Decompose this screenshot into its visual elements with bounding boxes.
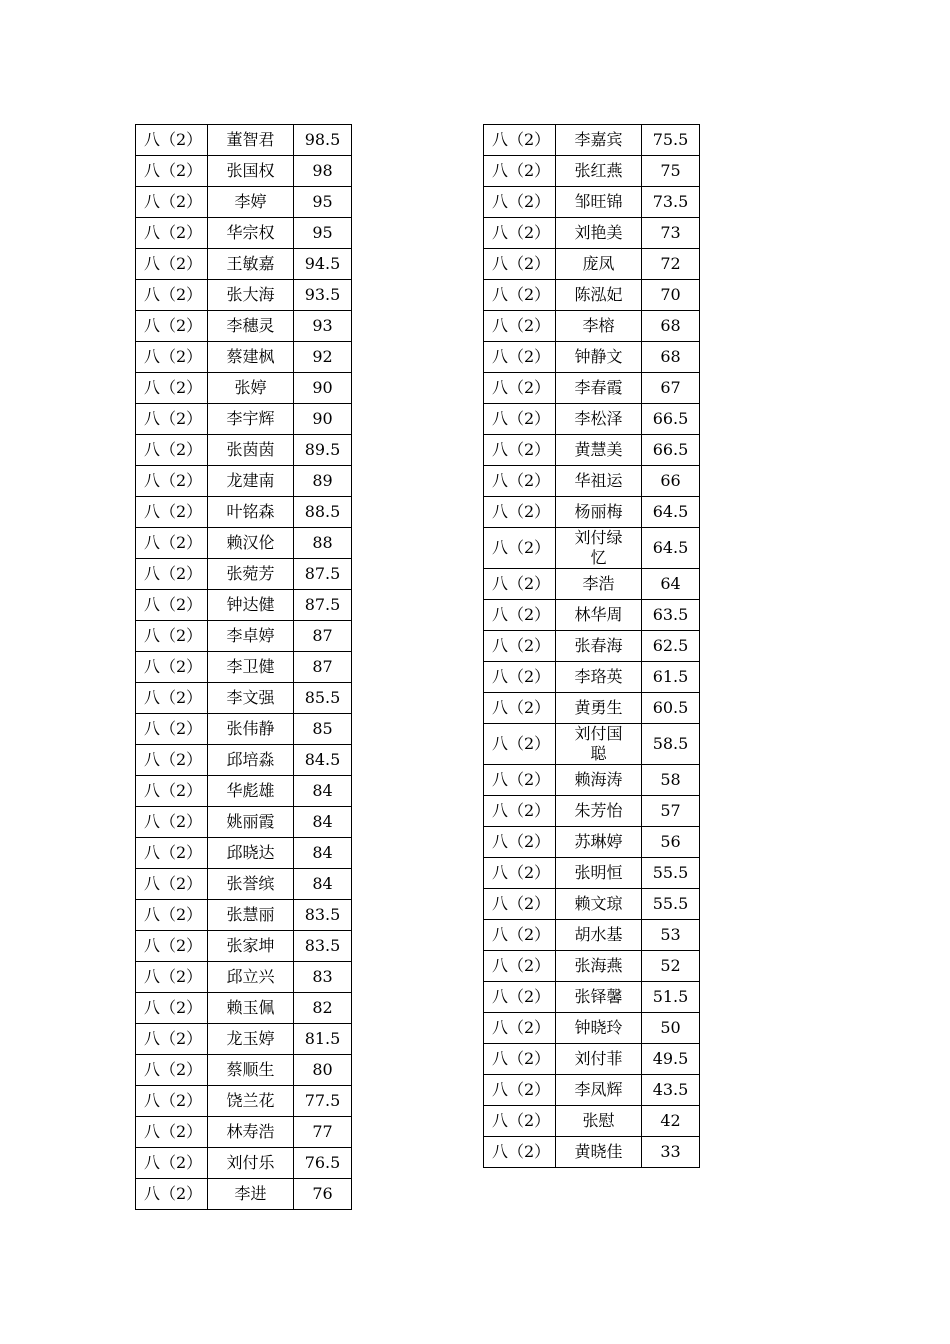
table-row [484, 1075, 700, 1106]
class-cell: 八（2） [484, 631, 556, 662]
table-row [136, 249, 352, 280]
table-row [136, 528, 352, 559]
student-name-cell: 李珞英 [556, 662, 642, 693]
table-row [484, 827, 700, 858]
class-cell: 八（2） [484, 951, 556, 982]
student-name-cell: 张大海 [208, 280, 294, 311]
table-row [484, 796, 700, 827]
score-cell: 89.5 [294, 435, 352, 466]
student-name-cell: 姚丽霞 [208, 807, 294, 838]
score-cell: 89 [294, 466, 352, 497]
table-row [136, 342, 352, 373]
student-name-cell: 李卫健 [208, 652, 294, 683]
class-cell: 八（2） [484, 249, 556, 280]
student-name-cell: 李榕 [556, 311, 642, 342]
student-name-cell: 李卓婷 [208, 621, 294, 652]
table-row [484, 765, 700, 796]
student-name-cell: 饶兰花 [208, 1086, 294, 1117]
score-cell: 92 [294, 342, 352, 373]
table-row [136, 807, 352, 838]
student-name-cell: 华彪雄 [208, 776, 294, 807]
table-row [484, 920, 700, 951]
class-cell: 八（2） [136, 776, 208, 807]
student-name-cell: 华宗权 [208, 218, 294, 249]
score-cell: 73.5 [642, 187, 700, 218]
score-cell: 73 [642, 218, 700, 249]
class-cell: 八（2） [136, 1086, 208, 1117]
class-cell: 八（2） [484, 435, 556, 466]
score-cell: 75.5 [642, 125, 700, 156]
class-cell: 八（2） [136, 156, 208, 187]
student-name-cell: 庞凤 [556, 249, 642, 280]
student-name-cell: 邱培淼 [208, 745, 294, 776]
student-name-cell: 王敏嘉 [208, 249, 294, 280]
table-row [136, 559, 352, 590]
class-cell: 八（2） [136, 962, 208, 993]
score-cell: 83.5 [294, 931, 352, 962]
student-name-cell: 刘付乐 [208, 1148, 294, 1179]
class-cell: 八（2） [484, 373, 556, 404]
class-cell: 八（2） [136, 125, 208, 156]
class-cell: 八（2） [484, 1013, 556, 1044]
score-table-left-body [136, 125, 352, 1210]
table-row [136, 993, 352, 1024]
student-name-cell: 刘付绿 忆 [556, 528, 642, 569]
student-name-cell: 张伟静 [208, 714, 294, 745]
class-cell: 八（2） [136, 590, 208, 621]
student-name-cell: 刘艳美 [556, 218, 642, 249]
class-cell: 八（2） [136, 559, 208, 590]
class-cell: 八（2） [136, 931, 208, 962]
table-row [484, 280, 700, 311]
score-cell: 88.5 [294, 497, 352, 528]
student-name-cell: 林寿浩 [208, 1117, 294, 1148]
table-row [136, 280, 352, 311]
class-cell: 八（2） [484, 404, 556, 435]
table-row [136, 652, 352, 683]
class-cell: 八（2） [484, 218, 556, 249]
score-cell: 85 [294, 714, 352, 745]
student-name-cell: 邱晓达 [208, 838, 294, 869]
table-row [484, 724, 700, 765]
score-cell: 70 [642, 280, 700, 311]
student-name-cell: 华祖运 [556, 466, 642, 497]
class-cell: 八（2） [484, 497, 556, 528]
student-name-cell: 李松泽 [556, 404, 642, 435]
student-name-cell: 张誉缤 [208, 869, 294, 900]
score-cell: 66 [642, 466, 700, 497]
score-cell: 63.5 [642, 600, 700, 631]
table-row [136, 869, 352, 900]
student-name-cell: 刘付菲 [556, 1044, 642, 1075]
class-cell: 八（2） [484, 342, 556, 373]
score-cell: 51.5 [642, 982, 700, 1013]
student-name-cell: 张春海 [556, 631, 642, 662]
class-cell: 八（2） [484, 600, 556, 631]
student-name-cell: 张铎馨 [556, 982, 642, 1013]
class-cell: 八（2） [484, 528, 556, 569]
table-row [484, 342, 700, 373]
class-cell: 八（2） [484, 280, 556, 311]
student-name-cell: 黄慧美 [556, 435, 642, 466]
table-row [136, 838, 352, 869]
student-name-cell: 刘付国 聪 [556, 724, 642, 765]
score-cell: 98.5 [294, 125, 352, 156]
score-cell: 84 [294, 807, 352, 838]
student-name-cell: 蔡顺生 [208, 1055, 294, 1086]
score-cell: 94.5 [294, 249, 352, 280]
student-name-cell: 钟静文 [556, 342, 642, 373]
score-cell: 66.5 [642, 435, 700, 466]
student-name-cell: 蔡建枫 [208, 342, 294, 373]
score-cell: 88 [294, 528, 352, 559]
student-name-cell: 张茵茵 [208, 435, 294, 466]
class-cell: 八（2） [136, 714, 208, 745]
class-cell: 八（2） [136, 404, 208, 435]
score-cell: 77.5 [294, 1086, 352, 1117]
table-row [484, 187, 700, 218]
score-cell: 95 [294, 218, 352, 249]
table-row [484, 982, 700, 1013]
table-row [136, 683, 352, 714]
table-row [136, 373, 352, 404]
score-cell: 81.5 [294, 1024, 352, 1055]
table-row [484, 858, 700, 889]
student-name-cell: 陈泓妃 [556, 280, 642, 311]
table-row [136, 466, 352, 497]
student-name-cell: 董智君 [208, 125, 294, 156]
score-table-right [483, 124, 700, 1168]
table-row [484, 569, 700, 600]
student-name-cell: 朱芳怡 [556, 796, 642, 827]
score-cell: 77 [294, 1117, 352, 1148]
table-row [484, 249, 700, 280]
class-cell: 八（2） [484, 1044, 556, 1075]
class-cell: 八（2） [484, 1106, 556, 1137]
class-cell: 八（2） [136, 1024, 208, 1055]
table-row [484, 497, 700, 528]
student-name-cell: 钟晓玲 [556, 1013, 642, 1044]
score-table-right-body [484, 125, 700, 1168]
student-name-cell: 张菀芳 [208, 559, 294, 590]
table-row [484, 404, 700, 435]
class-cell: 八（2） [484, 920, 556, 951]
table-row [484, 662, 700, 693]
score-cell: 98 [294, 156, 352, 187]
score-cell: 57 [642, 796, 700, 827]
student-name-cell: 李进 [208, 1179, 294, 1210]
score-cell: 55.5 [642, 858, 700, 889]
table-row [484, 600, 700, 631]
student-name-cell: 李宇辉 [208, 404, 294, 435]
student-name-cell: 赖汉伦 [208, 528, 294, 559]
student-name-cell: 龙建南 [208, 466, 294, 497]
score-cell: 82 [294, 993, 352, 1024]
student-name-cell: 李婷 [208, 187, 294, 218]
table-row [484, 631, 700, 662]
class-cell: 八（2） [136, 745, 208, 776]
student-name-cell: 邹旺锦 [556, 187, 642, 218]
table-row [136, 125, 352, 156]
score-cell: 61.5 [642, 662, 700, 693]
table-row [136, 435, 352, 466]
class-cell: 八（2） [484, 796, 556, 827]
student-name-cell: 张红燕 [556, 156, 642, 187]
class-cell: 八（2） [136, 869, 208, 900]
score-cell: 50 [642, 1013, 700, 1044]
student-name-cell: 林华周 [556, 600, 642, 631]
class-cell: 八（2） [484, 466, 556, 497]
score-cell: 84 [294, 776, 352, 807]
student-name-cell: 苏琳婷 [556, 827, 642, 858]
table-row [136, 1148, 352, 1179]
class-cell: 八（2） [484, 187, 556, 218]
score-cell: 49.5 [642, 1044, 700, 1075]
student-name-cell: 胡水基 [556, 920, 642, 951]
table-row [484, 889, 700, 920]
table-row [136, 776, 352, 807]
table-row [136, 187, 352, 218]
student-name-cell: 李春霞 [556, 373, 642, 404]
score-cell: 93.5 [294, 280, 352, 311]
student-name-cell: 杨丽梅 [556, 497, 642, 528]
score-cell: 76.5 [294, 1148, 352, 1179]
score-cell: 64 [642, 569, 700, 600]
table-row [136, 1055, 352, 1086]
class-cell: 八（2） [136, 528, 208, 559]
student-name-cell: 张慧丽 [208, 900, 294, 931]
class-cell: 八（2） [136, 1179, 208, 1210]
score-table-left [135, 124, 352, 1210]
table-row [484, 435, 700, 466]
table-row [136, 218, 352, 249]
table-row [484, 1044, 700, 1075]
score-cell: 67 [642, 373, 700, 404]
table-row [136, 1086, 352, 1117]
table-row [136, 931, 352, 962]
class-cell: 八（2） [484, 662, 556, 693]
score-cell: 84 [294, 838, 352, 869]
table-row [484, 466, 700, 497]
table-row [484, 311, 700, 342]
table-row [484, 1137, 700, 1168]
student-name-cell: 李穗灵 [208, 311, 294, 342]
score-cell: 42 [642, 1106, 700, 1137]
score-cell: 55.5 [642, 889, 700, 920]
score-cell: 64.5 [642, 497, 700, 528]
table-row [484, 1013, 700, 1044]
student-name-cell: 张海燕 [556, 951, 642, 982]
table-row [484, 951, 700, 982]
table-row [136, 311, 352, 342]
class-cell: 八（2） [136, 342, 208, 373]
class-cell: 八（2） [136, 1117, 208, 1148]
class-cell: 八（2） [484, 765, 556, 796]
student-name-cell: 赖玉佩 [208, 993, 294, 1024]
student-name-cell: 张明恒 [556, 858, 642, 889]
class-cell: 八（2） [136, 187, 208, 218]
class-cell: 八（2） [136, 652, 208, 683]
class-cell: 八（2） [136, 900, 208, 931]
student-name-cell: 钟达健 [208, 590, 294, 621]
score-cell: 83.5 [294, 900, 352, 931]
class-cell: 八（2） [136, 466, 208, 497]
class-cell: 八（2） [484, 569, 556, 600]
class-cell: 八（2） [136, 249, 208, 280]
class-cell: 八（2） [484, 1075, 556, 1106]
score-cell: 93 [294, 311, 352, 342]
class-cell: 八（2） [484, 982, 556, 1013]
class-cell: 八（2） [136, 683, 208, 714]
student-name-cell: 黄勇生 [556, 693, 642, 724]
class-cell: 八（2） [136, 373, 208, 404]
student-name-cell: 李文强 [208, 683, 294, 714]
score-cell: 85.5 [294, 683, 352, 714]
table-row [136, 156, 352, 187]
class-cell: 八（2） [484, 858, 556, 889]
score-cell: 75 [642, 156, 700, 187]
class-cell: 八（2） [136, 218, 208, 249]
class-cell: 八（2） [136, 807, 208, 838]
score-cell: 90 [294, 373, 352, 404]
student-name-cell: 张婷 [208, 373, 294, 404]
class-cell: 八（2） [136, 621, 208, 652]
student-name-cell: 邱立兴 [208, 962, 294, 993]
student-name-cell: 李嘉宾 [556, 125, 642, 156]
score-cell: 87.5 [294, 559, 352, 590]
table-row [484, 1106, 700, 1137]
score-cell: 52 [642, 951, 700, 982]
score-cell: 58.5 [642, 724, 700, 765]
class-cell: 八（2） [136, 311, 208, 342]
class-cell: 八（2） [136, 993, 208, 1024]
table-row [136, 714, 352, 745]
table-row [136, 962, 352, 993]
table-row [136, 1117, 352, 1148]
class-cell: 八（2） [136, 497, 208, 528]
score-cell: 58 [642, 765, 700, 796]
score-cell: 84 [294, 869, 352, 900]
score-cell: 68 [642, 342, 700, 373]
class-cell: 八（2） [484, 693, 556, 724]
score-cell: 43.5 [642, 1075, 700, 1106]
score-cell: 76 [294, 1179, 352, 1210]
class-cell: 八（2） [484, 311, 556, 342]
table-row [136, 404, 352, 435]
class-cell: 八（2） [484, 1137, 556, 1168]
class-cell: 八（2） [136, 280, 208, 311]
table-row [136, 621, 352, 652]
student-name-cell: 张国权 [208, 156, 294, 187]
score-cell: 53 [642, 920, 700, 951]
student-name-cell: 黄晓佳 [556, 1137, 642, 1168]
table-row [136, 1179, 352, 1210]
score-cell: 62.5 [642, 631, 700, 662]
score-cell: 95 [294, 187, 352, 218]
score-cell: 87 [294, 652, 352, 683]
score-cell: 33 [642, 1137, 700, 1168]
score-cell: 80 [294, 1055, 352, 1086]
class-cell: 八（2） [484, 156, 556, 187]
table-row [136, 900, 352, 931]
student-name-cell: 叶铭森 [208, 497, 294, 528]
score-cell: 84.5 [294, 745, 352, 776]
table-row [484, 125, 700, 156]
table-row [136, 590, 352, 621]
class-cell: 八（2） [484, 724, 556, 765]
score-cell: 56 [642, 827, 700, 858]
score-cell: 72 [642, 249, 700, 280]
score-cell: 83 [294, 962, 352, 993]
table-row [484, 218, 700, 249]
score-cell: 90 [294, 404, 352, 435]
class-cell: 八（2） [484, 827, 556, 858]
student-name-cell: 李凤辉 [556, 1075, 642, 1106]
student-name-cell: 张慰 [556, 1106, 642, 1137]
score-cell: 60.5 [642, 693, 700, 724]
class-cell: 八（2） [136, 1055, 208, 1086]
table-row [484, 528, 700, 569]
class-cell: 八（2） [484, 125, 556, 156]
student-name-cell: 赖文琼 [556, 889, 642, 920]
score-cell: 87 [294, 621, 352, 652]
student-name-cell: 龙玉婷 [208, 1024, 294, 1055]
score-cell: 68 [642, 311, 700, 342]
class-cell: 八（2） [136, 1148, 208, 1179]
class-cell: 八（2） [136, 838, 208, 869]
score-cell: 66.5 [642, 404, 700, 435]
table-row [484, 693, 700, 724]
student-name-cell: 李浩 [556, 569, 642, 600]
score-cell: 87.5 [294, 590, 352, 621]
student-name-cell: 张家坤 [208, 931, 294, 962]
table-row [136, 745, 352, 776]
class-cell: 八（2） [484, 889, 556, 920]
class-cell: 八（2） [136, 435, 208, 466]
table-row [136, 497, 352, 528]
table-row [484, 373, 700, 404]
score-cell: 64.5 [642, 528, 700, 569]
table-row [136, 1024, 352, 1055]
table-row [484, 156, 700, 187]
student-name-cell: 赖海涛 [556, 765, 642, 796]
